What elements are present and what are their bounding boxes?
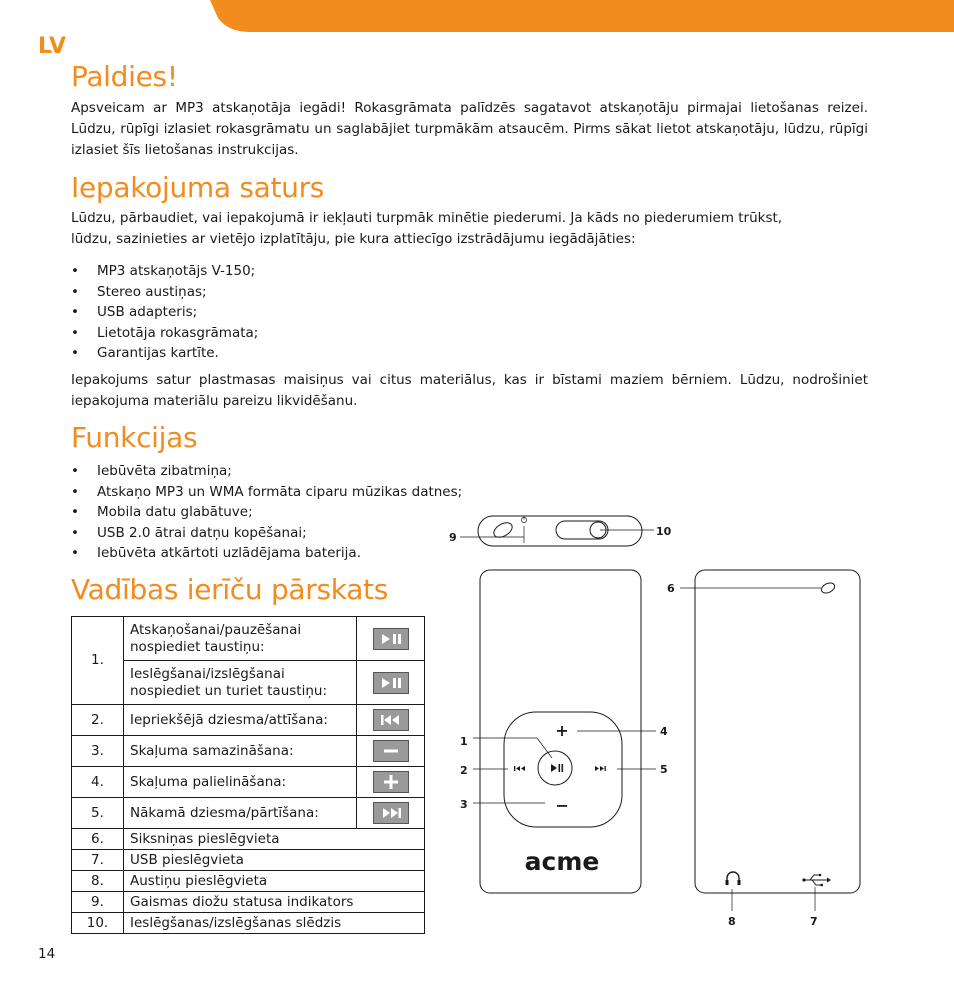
row-label: Gaismas diožu statusa indikators <box>124 892 425 913</box>
section-title-package: Iepakojuma saturs <box>71 171 325 204</box>
row-number: 2. <box>72 705 124 736</box>
list-item: • Garantijas kartīte. <box>71 343 258 364</box>
callout-5: 5 <box>660 763 668 776</box>
list-item: • Iebūvēta atkārtoti uzlādējama baterija. <box>71 543 462 564</box>
row-number: 10. <box>72 913 124 934</box>
list-item: • USB adapteris; <box>71 302 258 323</box>
list-item: • Stereo austiņas; <box>71 282 258 303</box>
row-label: USB pieslēgvieta <box>124 850 425 871</box>
list-item: • USB 2.0 ātrai datņu kopēšanai; <box>71 523 462 544</box>
list-item: • Iebūvēta zibatmiņa; <box>71 461 462 482</box>
device-top-view <box>449 516 672 546</box>
row-label-line: Ieslēgšanai/izslēgšanai <box>130 665 285 682</box>
row-label-line: nospiediet un turiet taustiņu: <box>130 682 327 699</box>
row-label: Ieslēgšanas/izslēgšanas slēdzis <box>124 913 425 934</box>
package-intro-line-1: Lūdzu, pārbaudiet, vai iepakojumā ir iekļauti turpmāk minētie piederumi. Ja kāds no piederumiem trūkst, <box>71 210 783 226</box>
row-label: Austiņu pieslēgvieta <box>124 871 425 892</box>
callout-1: 1 <box>460 735 468 748</box>
section-title-controls: Vadības ierīču pārskats <box>71 573 389 606</box>
list-item: • MP3 atskaņotājs V-150; <box>71 261 258 282</box>
minus-icon <box>557 805 567 807</box>
row-number: 5. <box>72 798 124 829</box>
row-number: 3. <box>72 736 124 767</box>
callout-9: 9 <box>449 531 457 544</box>
list-item: • Mobila datu glabātuve; <box>71 502 462 523</box>
row-number: 6. <box>72 829 124 850</box>
language-tag: LV <box>38 34 67 59</box>
callout-10: 10 <box>656 525 672 538</box>
row-label: Siksniņas pieslēgvieta <box>124 829 425 850</box>
device-front-view <box>460 570 668 893</box>
row-label-line: Atskaņošanai/pauzēšanai <box>130 621 302 638</box>
device-back-view <box>667 570 860 928</box>
package-warning: Iepakojums satur plastmasas maisiņus vai citus materiālus, kas ir bīstami maziem bērniem. Lūdzu, nodrošiniet iepakojuma materiālu pareizu likvidēšanu. <box>71 372 868 409</box>
section-title-thanks: Paldies! <box>71 60 178 93</box>
section-title-functions: Funkcijas <box>71 421 198 454</box>
row-label: Skaļuma palielināšana: <box>124 767 357 798</box>
brand-logo: acme <box>524 847 600 876</box>
callout-8: 8 <box>728 915 736 928</box>
row-label-line: nospiediet taustiņu: <box>130 638 265 655</box>
row-number: 1. <box>72 617 124 705</box>
callout-7: 7 <box>810 915 818 928</box>
callout-4: 4 <box>660 725 668 738</box>
thanks-text: Apsveicam ar MP3 atskaņotāja iegādi! Rokasgrāmata palīdzēs sagatavot atskaņotāju pirmajai lietošanas reizei. Lūdzu, rūpīgi izlasiet rokasgrāmatu un saglabājiet turpmākām atsaucēm. Pirms sākat lietot atskaņotāju, lūdzu, rūpīgi izlasiet šīs lietošanas instrukcijas. <box>71 100 868 158</box>
row-label: Skaļuma samazināšana: <box>124 736 357 767</box>
callout-6: 6 <box>667 582 675 595</box>
package-intro-line-2: lūdzu, sazinieties ar vietējo izplatītāju, pie kura attiecīgo izstrādājumu iegādājāties: <box>71 231 636 247</box>
callout-2: 2 <box>460 764 468 777</box>
callout-3: 3 <box>460 798 468 811</box>
row-number: 7. <box>72 850 124 871</box>
list-item: • Lietotāja rokasgrāmata; <box>71 323 258 344</box>
row-number: 8. <box>72 871 124 892</box>
row-number: 4. <box>72 767 124 798</box>
row-label: Iepriekšējā dziesma/attīšana: <box>124 705 357 736</box>
row-label: Nākamā dziesma/pārtīšana: <box>124 798 357 829</box>
page-number: 14 <box>38 946 56 962</box>
row-number: 9. <box>72 892 124 913</box>
list-item: • Atskaņo MP3 un WMA formāta ciparu mūzikas datnes; <box>71 482 462 503</box>
